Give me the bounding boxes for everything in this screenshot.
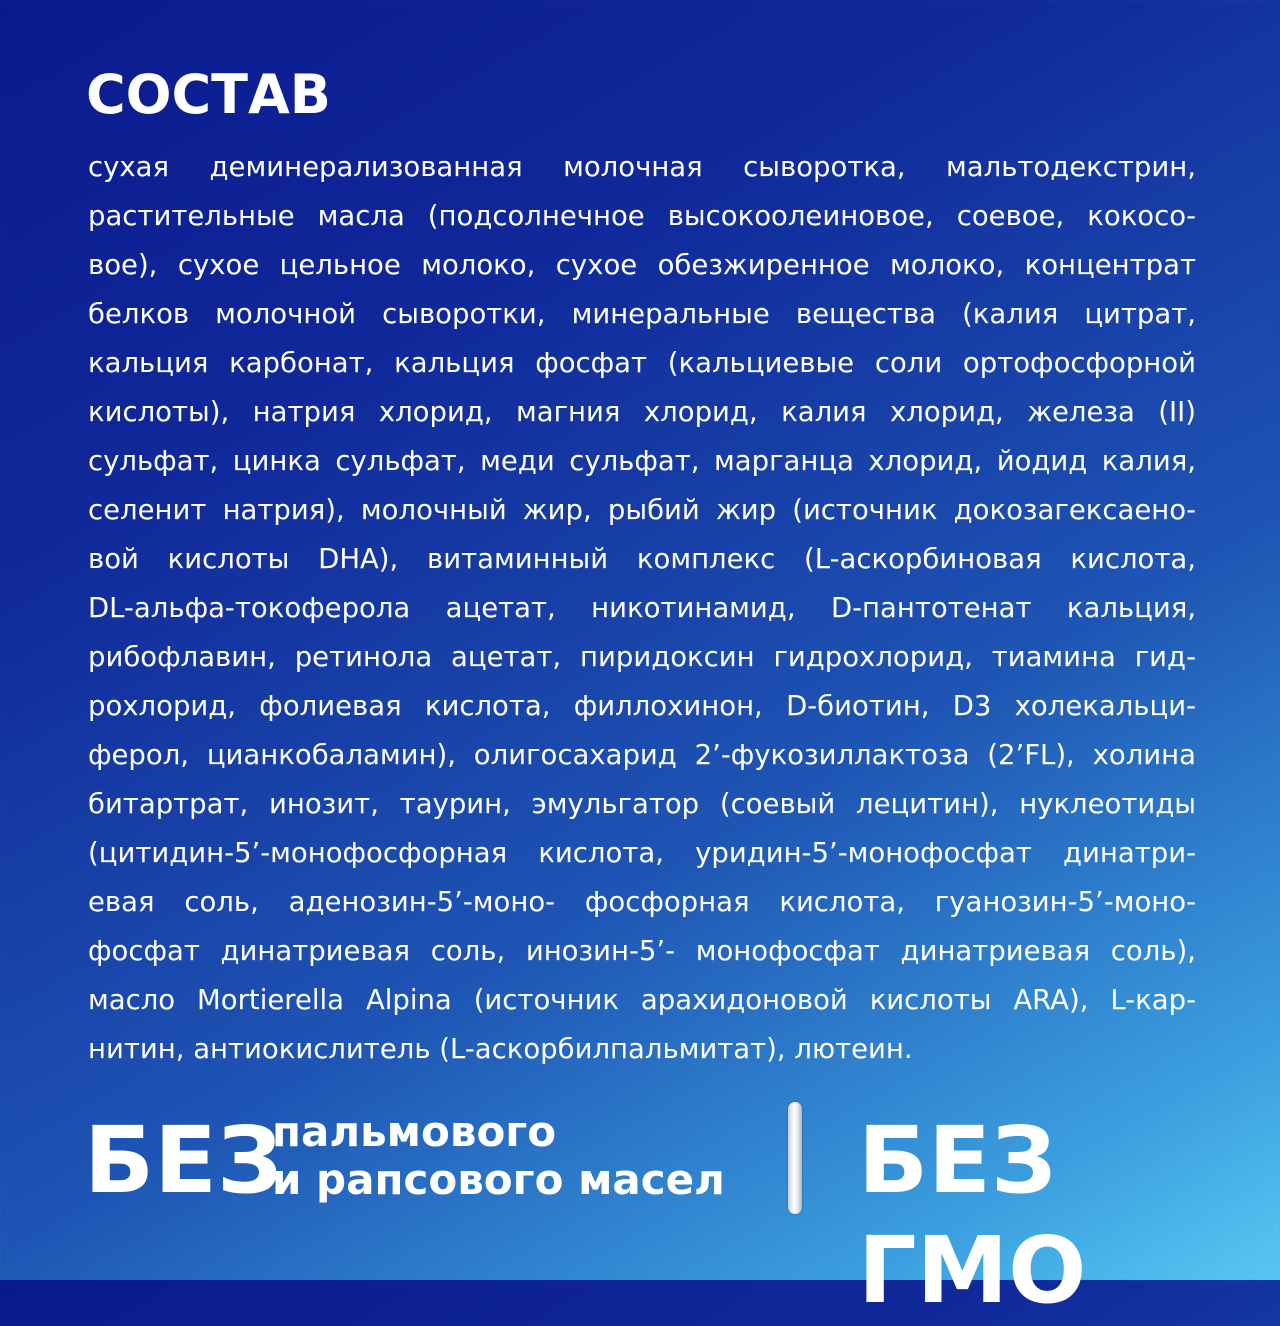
ingredients-line: масло Mortierella Alpina (источник арахидоновой кислоты ARA), L-кар- [88, 984, 1196, 1016]
ingredients-text [88, 143, 1196, 1074]
ingredients-line: DL-альфа-токоферола ацетат, никотинамид, D-пантотенат кальция, [88, 592, 1196, 624]
ingredients-line: сульфат, цинка сульфат, меди сульфат, марганца хлорид, йодид калия, [88, 445, 1196, 477]
ingredients-line: ферол, цианкобаламин), олигосахарид 2’-фукозиллактоза (2’FL), холина [88, 739, 1196, 771]
ingredients-line: битартрат, инозит, таурин, эмульгатор (соевый лецитин), нуклеотиды [88, 788, 1196, 820]
ingredients-line: вой кислоты DHA), витаминный комплекс (L-аскорбиновая кислота, [88, 543, 1196, 575]
ingredients-line: кислоты), натрия хлорид, магния хлорид, калия хлорид, железа (II) [88, 396, 1196, 428]
ingredients-line: вое), сухое цельное молоко, сухое обезжиренное молоко, концентрат [88, 249, 1196, 281]
ingredients-line: белков молочной сыворотки, минеральные вещества (калия цитрат, [88, 298, 1196, 330]
vertical-divider [788, 1102, 802, 1214]
composition-title: СОСТАВ [86, 63, 331, 126]
ingredients-line: евая соль, аденозин-5’-моно- фосфорная кислота, гуанозин-5’-моно- [88, 886, 1196, 918]
oil-line-1: пальмового [272, 1107, 557, 1156]
without-palm-rapeseed-oil [272, 1108, 725, 1204]
ingredients-line: сухая деминерализованная молочная сыворотка, мальтодекстрин, [88, 151, 1196, 183]
ingredients-line: рибофлавин, ретинола ацетат, пиридоксин гидрохлорид, тиамина гид- [88, 641, 1196, 673]
ingredients-line: (цитидин-5’-монофосфорная кислота, уридин-5’-монофосфат динатри- [88, 837, 1196, 869]
ingredients-line: рохлорид, фолиевая кислота, филлохинон, D-биотин, D3 холекальци- [88, 690, 1196, 722]
without-badge: БЕЗ [84, 1107, 283, 1214]
oil-line-2: и рапсового масел [272, 1155, 725, 1204]
no-gmo-badge: БЕЗ ГМО [858, 1107, 1087, 1324]
ingredients-line: нитин, антиокислитель (L-аскорбилпальмитат), лютеин. [88, 1033, 913, 1065]
ingredients-line: кальция карбонат, кальция фосфат (кальциевые соли ортофосфорной [88, 347, 1196, 379]
ingredients-line: селенит натрия), молочный жир, рыбий жир (источник докозагексаено- [88, 494, 1196, 526]
ingredients-line: растительные масла (подсолнечное высокоолеиновое, соевое, кокосо- [88, 200, 1196, 232]
ingredients-line: фосфат динатриевая соль, инозин-5’- монофосфат динатриевая соль), [88, 935, 1196, 967]
